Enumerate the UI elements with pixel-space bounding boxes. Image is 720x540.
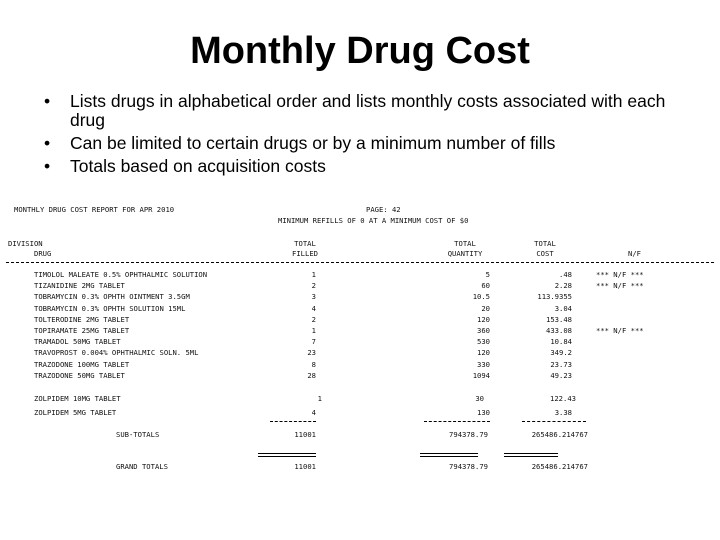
bullet-dot-icon: • <box>44 133 51 153</box>
drug-name: TRAMADOL 50MG TABLET <box>34 337 121 347</box>
report-header: MONTHLY DRUG COST REPORT FOR APR 2010 <box>14 205 175 214</box>
bullet-dot-icon: • <box>44 91 51 111</box>
total-cost: 122.43 <box>550 394 576 403</box>
drug-name: TRAZODONE 50MG TABLET <box>34 370 125 380</box>
col-header-drug: DRUG <box>34 249 52 258</box>
bullet-dot-icon: • <box>44 156 51 176</box>
drug-name: TOPIRAMATE 25MG TABLET <box>34 326 130 335</box>
slide-title: Monthly Drug Cost <box>190 30 530 72</box>
bullet-text: Can be limited to certain drugs or by a minimum number of fills <box>70 133 556 153</box>
subtotal-quantity: 794378.79 <box>449 430 488 439</box>
total-cost: .48 <box>559 270 572 279</box>
total-cost: 113.9355 <box>537 292 572 302</box>
drug-name: ZOLPIDEM 10MG TABLET <box>34 394 121 403</box>
bullet-text: Totals based on acquisition costs <box>70 156 326 176</box>
total-filled: 2 <box>311 314 316 324</box>
total-quantity: 330 <box>477 359 490 369</box>
total-filled: 2 <box>311 281 316 291</box>
total-quantity: 530 <box>477 337 490 347</box>
total-cost: 3.38 <box>554 408 572 417</box>
total-quantity: 30 <box>475 394 484 403</box>
drug-name: TOBRAMYCIN 0.3% OPHTH SOLUTION 15ML <box>34 303 186 313</box>
col-header-total-filled: TOTAL <box>294 239 316 248</box>
total-filled: 8 <box>311 359 316 369</box>
total-cost: 49.23 <box>550 370 572 380</box>
total-quantity: 1094 <box>472 370 490 380</box>
grand-total-quantity: 794378.79 <box>449 462 488 471</box>
total-filled: 4 <box>311 408 316 417</box>
quantity-underline <box>424 421 490 422</box>
total-filled: 7 <box>311 337 316 347</box>
page-number: PAGE: 42 <box>366 205 401 214</box>
total-filled: 1 <box>317 394 322 403</box>
total-cost: 153.48 <box>546 314 572 324</box>
header-divider <box>6 262 714 263</box>
grand-totals-label: GRAND TOTALS <box>116 462 168 471</box>
total-filled: 28 <box>307 370 316 380</box>
report-criteria: MINIMUM REFILLS OF 0 AT A MINIMUM COST OF $0 <box>278 216 469 225</box>
drug-name: ZOLPIDEM 5MG TABLET <box>34 408 117 417</box>
total-filled: 23 <box>307 348 316 358</box>
total-quantity: 5 <box>485 270 490 279</box>
quantity-double-underline <box>420 453 478 457</box>
total-cost: 3.04 <box>554 303 572 313</box>
col-header-nf: N/F <box>628 249 641 258</box>
drug-name: TRAZODONE 100MG TABLET <box>34 359 130 369</box>
drug-name: TIZANIDINE 2MG TABLET <box>34 281 125 291</box>
drug-name: TOBRAMYCIN 0.3% OPHTH OINTMENT 3.5GM <box>34 292 190 302</box>
total-filled: 1 <box>311 326 316 335</box>
grand-total-cost: 265486.214767 <box>531 462 588 471</box>
total-quantity: 120 <box>477 314 490 324</box>
col-header-total-cost: TOTAL <box>534 239 556 248</box>
total-quantity: 60 <box>481 281 490 291</box>
subtotals-label: SUB-TOTALS <box>116 430 160 439</box>
total-quantity: 130 <box>477 408 490 417</box>
cost-double-underline <box>504 453 558 457</box>
grand-total-filled: 11001 <box>294 462 316 471</box>
filled-underline <box>270 421 316 422</box>
total-filled: 1 <box>311 270 316 279</box>
bullet-text: Lists drugs in alphabetical order and lists monthly costs associated with each drug <box>70 91 666 130</box>
total-quantity: 360 <box>477 326 490 335</box>
drug-name: TOLTERODINE 2MG TABLET <box>34 314 130 324</box>
subtotal-filled: 11001 <box>294 430 316 439</box>
total-quantity: 20 <box>481 303 490 313</box>
col-header-division: DIVISION <box>8 239 43 248</box>
col-header-quantity: QUANTITY <box>447 249 483 258</box>
total-cost: 10.84 <box>550 337 572 347</box>
non-formulary-flag: *** N/F *** <box>596 326 644 335</box>
total-cost: 23.73 <box>550 359 572 369</box>
col-header-total-quantity: TOTAL <box>454 239 476 248</box>
total-cost: 349.2 <box>550 348 572 358</box>
non-formulary-flag: *** N/F *** <box>596 281 644 291</box>
total-quantity: 10.5 <box>472 292 490 302</box>
subtotal-cost: 265486.214767 <box>531 430 588 439</box>
total-cost: 433.08 <box>546 326 572 335</box>
non-formulary-flag: *** N/F *** <box>596 270 644 279</box>
total-filled: 4 <box>311 303 316 313</box>
drug-name: TIMOLOL MALEATE 0.5% OPHTHALMIC SOLUTION <box>34 270 208 279</box>
drug-name: TRAVOPROST 0.004% OPHTHALMIC SOLN. 5ML <box>34 348 199 358</box>
cost-underline <box>522 421 586 422</box>
total-quantity: 120 <box>477 348 490 358</box>
col-header-cost: COST <box>536 249 554 258</box>
col-header-filled: FILLED <box>292 249 318 258</box>
total-cost: 2.28 <box>554 281 572 291</box>
filled-double-underline <box>258 453 316 457</box>
total-filled: 3 <box>311 292 316 302</box>
